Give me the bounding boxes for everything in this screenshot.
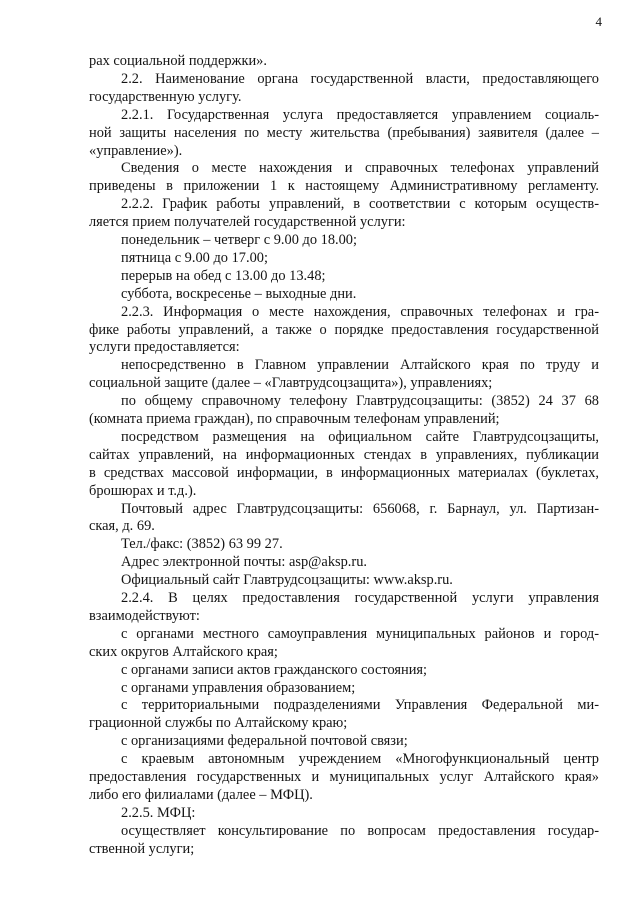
text-line: 2.2.2. График работы управлений, в соответствии с которым осуществ- [121, 196, 599, 213]
text-line: рах социальной поддержки». [89, 53, 267, 69]
text-line: фике работы управлений, а также о порядке предоставления государственной [89, 321, 599, 338]
text-line: с территориальными подразделениями Управления Федеральной ми- [121, 697, 599, 714]
text-line: пятница с 9.00 до 17.00; [121, 249, 268, 266]
text-line: 2.2.1. Государственная услуга предоставляется управлением социаль- [121, 106, 599, 123]
text-line: ственной услуги; [89, 840, 195, 857]
text-line: 2.2.5. МФЦ: [121, 804, 196, 821]
text-line: (комната приема граждан), по справочным телефонам управлений; [89, 411, 500, 427]
text-line: ляется прием получателей государственной услуги: [89, 214, 406, 231]
text-line: непосредственно в Главном управлении Алтайского края по труду и [121, 357, 599, 374]
text-line: социальной защите (далее – «Главтрудсоцзащита»), управлениях; [89, 375, 493, 392]
text-line: по общему справочному телефону Главтрудсоцзащиты: (3852) 24 37 68 [121, 393, 599, 410]
text-line: Почтовый адрес Главтрудсоцзащиты: 656068, г. Барнаул, ул. Партизан- [121, 500, 599, 517]
text-line: Официальный сайт Главтрудсоцзащиты: www.aksp.ru. [121, 572, 453, 589]
text-line: с органами местного самоуправления муниципальных районов и город- [121, 625, 599, 642]
text-line: Адрес электронной почты: asp@aksp.ru. [121, 554, 367, 571]
text-line: в средствах массовой информации, в информационных материалах (буклетах, [89, 464, 599, 481]
text-line: предоставления государственных и муниципальных услуг Алтайского края» [89, 769, 599, 785]
page-number: 4 [595, 14, 602, 29]
text-line: осуществляет консультирование по вопросам предоставления государ- [121, 822, 599, 839]
text-line: сайтах управлений, на информационных стендах в управлениях, публикации [89, 446, 599, 463]
text-line: «управление»). [89, 142, 183, 159]
text-line: либо его филиалами (далее – МФЦ). [89, 786, 313, 803]
text-line: понедельник – четверг с 9.00 до 18.00; [121, 232, 357, 248]
text-line: брошюрах и т.д.). [89, 482, 197, 499]
text-line: с краевым автономным учреждением «Многофункциональный центр [121, 751, 599, 768]
text-line: 2.2.4. В целях предоставления государственной услуги управления [121, 590, 599, 606]
text-line: государственную услугу. [89, 88, 242, 105]
text-line: посредством размещения на официальном сайте Главтрудсоцзащиты, [121, 428, 599, 445]
text-line: Тел./факс: (3852) 63 99 27. [121, 536, 283, 553]
text-line: ская, д. 69. [89, 518, 155, 535]
text-line: с органами записи актов гражданского состояния; [121, 661, 428, 678]
text-line: приведены в приложении 1 к настоящему Административному регламенту. [89, 178, 599, 195]
text-line: услуги предоставляется: [89, 339, 240, 356]
text-line: 2.2.3. Информация о месте нахождения, справочных телефонах и гра- [121, 303, 599, 320]
text-line: грационной службы по Алтайскому краю; [89, 715, 348, 732]
text-line: 2.2. Наименование органа государственной власти, предоставляющего [121, 70, 599, 87]
text-line: перерыв на обед с 13.00 до 13.48; [121, 267, 326, 284]
text-line: с организациями федеральной почтовой связи; [121, 733, 408, 750]
text-line: Сведения о месте нахождения и справочных телефонах управлений [121, 160, 599, 177]
text-line: взаимодействуют: [89, 607, 200, 624]
text-line: ной защиты населения по месту жительства (пребывания) заявителя (далее – [89, 124, 599, 141]
text-line: суббота, воскресенье – выходные дни. [121, 285, 357, 302]
text-line: с органами управления образованием; [121, 679, 356, 696]
text-line: ских округов Алтайского края; [89, 643, 278, 660]
